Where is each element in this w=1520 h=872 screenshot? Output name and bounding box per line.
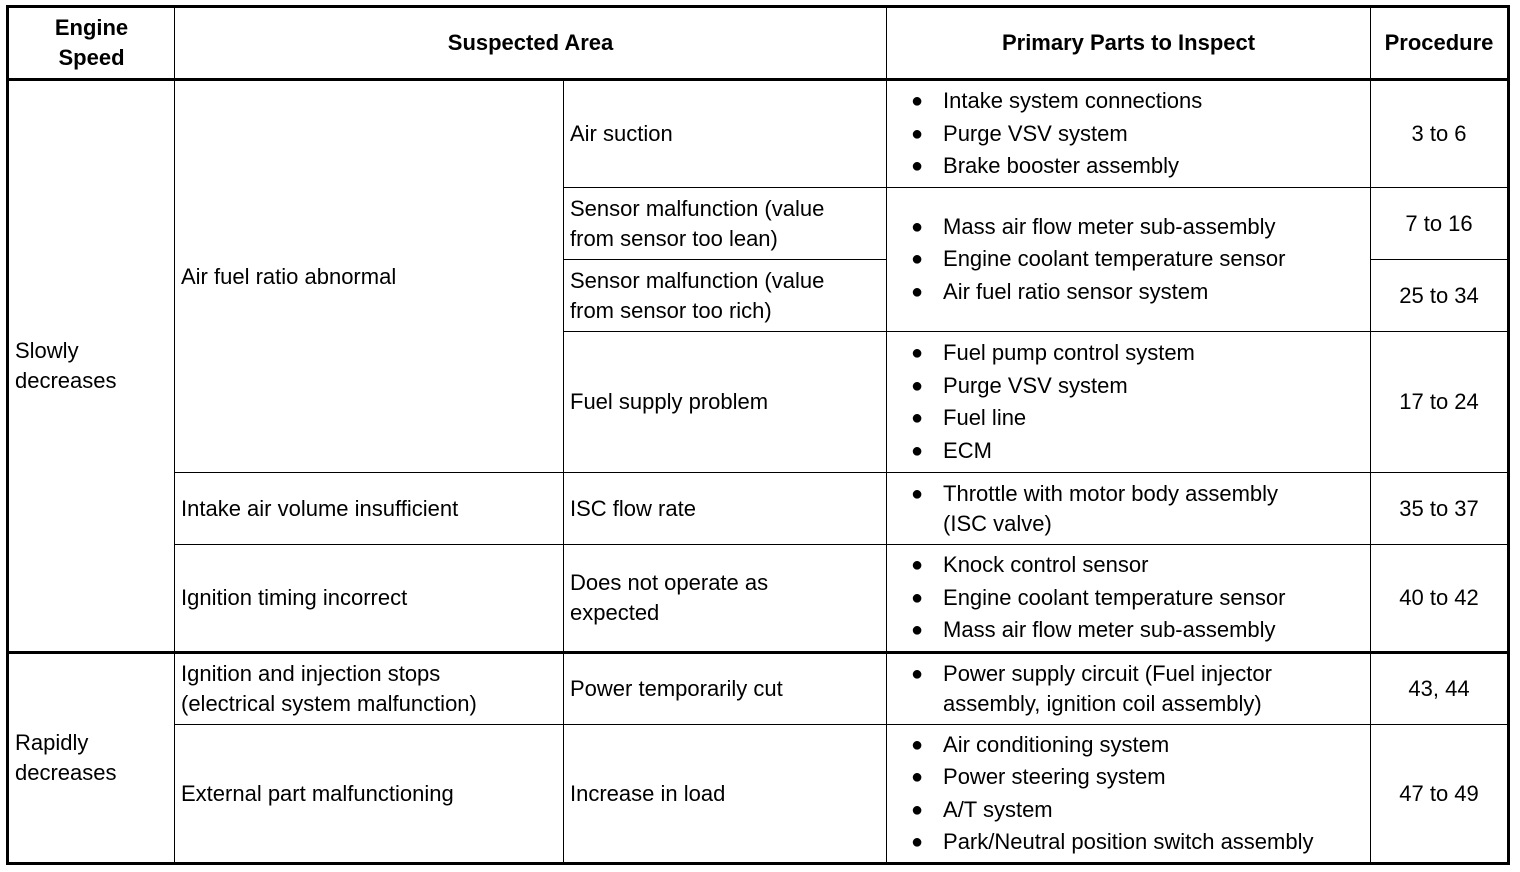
list-item: ● Brake booster assembly bbox=[893, 150, 1364, 183]
bullet-icon: ● bbox=[911, 215, 924, 238]
area-air-fuel-ratio: Air fuel ratio abnormal bbox=[175, 80, 564, 473]
list-item: ● Air conditioning system bbox=[893, 729, 1364, 762]
bullet-icon: ● bbox=[911, 766, 924, 788]
bullet-icon: ● bbox=[911, 663, 924, 685]
bullet-icon: ● bbox=[911, 407, 924, 429]
list-item: ● Power steering system bbox=[893, 761, 1364, 794]
bullet-icon: ● bbox=[911, 439, 924, 462]
troubleshooting-table bbox=[6, 5, 1510, 865]
list-item: ● Throttle with motor body assembly (ISC valve) bbox=[911, 480, 1279, 536]
parts-load-increase bbox=[887, 725, 1371, 864]
procedure-sensor-rich: 25 to 34 bbox=[1371, 260, 1509, 332]
engine-speed-rapidly: Rapidly decreases bbox=[8, 653, 175, 864]
parts-list bbox=[893, 659, 1364, 719]
parts-list bbox=[893, 729, 1364, 859]
list-item: ● Intake system connections bbox=[893, 85, 1364, 118]
parts-not-operate bbox=[887, 545, 1371, 653]
sub-area-fuel-supply: Fuel supply problem bbox=[564, 332, 887, 473]
table-row bbox=[8, 725, 1509, 864]
bullet-icon: ● bbox=[911, 155, 924, 178]
header-procedure: Procedure bbox=[1371, 7, 1509, 80]
bullet-icon: ● bbox=[911, 586, 924, 609]
sub-area-air-suction: Air suction bbox=[564, 80, 887, 188]
list-item: ● A/T system bbox=[893, 794, 1364, 827]
list-item: ● Mass air flow meter sub-assembly bbox=[893, 211, 1364, 244]
bullet-icon: ● bbox=[911, 482, 924, 505]
list-item: ● Fuel line bbox=[893, 402, 1364, 435]
bullet-icon: ● bbox=[911, 280, 924, 303]
bullet-icon: ● bbox=[911, 554, 924, 577]
list-item: ● Mass air flow meter sub-assembly bbox=[893, 614, 1364, 647]
header-primary-parts: Primary Parts to Inspect bbox=[887, 7, 1371, 80]
bullet-icon: ● bbox=[911, 733, 924, 756]
parts-power-cut bbox=[887, 653, 1371, 725]
table-row bbox=[8, 80, 1509, 188]
bullet-icon: ● bbox=[911, 342, 924, 364]
procedure-load-increase: 47 to 49 bbox=[1371, 725, 1509, 864]
parts-list bbox=[893, 337, 1364, 467]
table-row bbox=[8, 473, 1509, 545]
procedure-fuel-supply: 17 to 24 bbox=[1371, 332, 1509, 473]
area-external-part: External part malfunctioning bbox=[175, 725, 564, 864]
procedure-power-cut: 43, 44 bbox=[1371, 653, 1509, 725]
list-item: ● Park/Neutral position switch assembly bbox=[893, 826, 1364, 859]
list-item: ● Purge VSV system bbox=[893, 118, 1364, 151]
procedure-not-operate: 40 to 42 bbox=[1371, 545, 1509, 653]
parts-fuel-supply bbox=[887, 332, 1371, 473]
sub-area-isc-flow: ISC flow rate bbox=[564, 473, 887, 545]
bullet-icon: ● bbox=[911, 248, 924, 271]
parts-list bbox=[893, 85, 1364, 183]
header-suspected-area: Suspected Area bbox=[175, 7, 887, 80]
parts-air-suction bbox=[887, 80, 1371, 188]
area-ignition-timing: Ignition timing incorrect bbox=[175, 545, 564, 653]
procedure-air-suction: 3 to 6 bbox=[1371, 80, 1509, 188]
list-item: ● Purge VSV system bbox=[893, 370, 1364, 403]
list-item: ● Engine coolant temperature sensor bbox=[893, 243, 1364, 276]
table-row bbox=[8, 653, 1509, 725]
sub-area-not-operate: Does not operate as expected bbox=[564, 545, 887, 653]
bullet-icon: ● bbox=[911, 831, 924, 853]
procedure-isc-flow: 35 to 37 bbox=[1371, 473, 1509, 545]
bullet-icon: ● bbox=[911, 798, 924, 821]
engine-speed-slowly: Slowly decreases bbox=[8, 80, 175, 653]
header-row bbox=[8, 7, 1509, 80]
bullet-icon: ● bbox=[911, 90, 924, 113]
parts-isc-flow bbox=[887, 473, 1371, 545]
area-intake-air-volume: Intake air volume insufficient bbox=[175, 473, 564, 545]
parts-list bbox=[893, 479, 1364, 539]
list-item: ● ECM bbox=[893, 435, 1364, 468]
bullet-icon: ● bbox=[911, 374, 924, 397]
sub-area-sensor-lean: Sensor malfunction (value from sensor too lean) bbox=[564, 188, 887, 260]
list-item: ● Engine coolant temperature sensor bbox=[893, 582, 1364, 615]
list-item: ● Knock control sensor bbox=[893, 549, 1364, 582]
table-row bbox=[8, 545, 1509, 653]
sub-area-power-cut: Power temporarily cut bbox=[564, 653, 887, 725]
bullet-icon: ● bbox=[911, 619, 924, 642]
list-item: ● Power supply circuit (Fuel injector assembly, ignition coil assembly) bbox=[911, 661, 1272, 716]
list-item: ● Fuel pump control system bbox=[893, 337, 1364, 370]
sub-area-sensor-rich: Sensor malfunction (value from sensor too rich) bbox=[564, 260, 887, 332]
parts-list bbox=[893, 211, 1364, 309]
list-item: ● Air fuel ratio sensor system bbox=[893, 276, 1364, 309]
area-ignition-injection: Ignition and injection stops (electrical system malfunction) bbox=[175, 653, 564, 725]
parts-list bbox=[893, 549, 1364, 647]
sub-area-load-increase: Increase in load bbox=[564, 725, 887, 864]
header-engine-speed: Engine Speed bbox=[8, 7, 175, 80]
procedure-sensor-lean: 7 to 16 bbox=[1371, 188, 1509, 260]
bullet-icon: ● bbox=[911, 122, 924, 145]
parts-sensor bbox=[887, 188, 1371, 332]
